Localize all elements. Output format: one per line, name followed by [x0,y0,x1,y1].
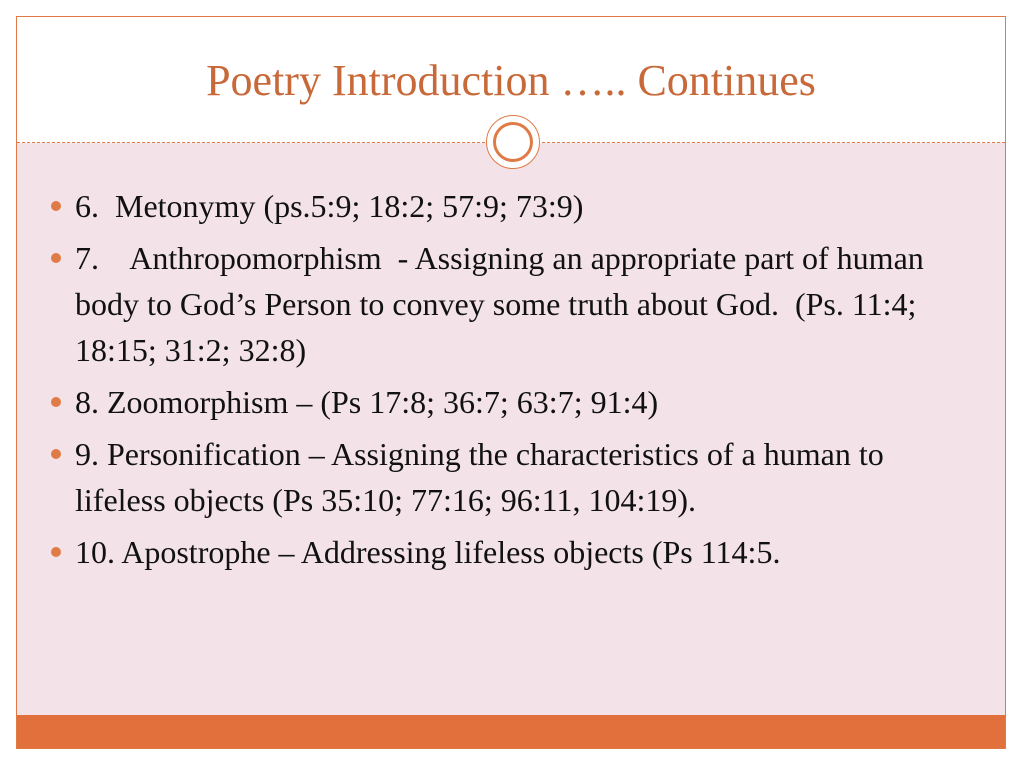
ornament-ring [493,122,533,162]
slide-title: Poetry Introduction ….. Continues [206,56,816,105]
bullet-item [51,529,981,575]
slide [16,16,1006,749]
bullet-dot-icon [51,547,61,557]
bullet-text: 8. Zoomorphism – (Ps 17:8; 36:7; 63:7; 91:4) [75,384,659,420]
bullet-list [51,183,981,581]
footer-bar [17,715,1005,749]
bullet-text: 6. Metonymy (ps.5:9; 18:2; 57:9; 73:9) [75,188,584,224]
bullet-item [51,183,981,229]
bullet-text: 10. Apostrophe – Addressing lifeless objects (Ps 114:5. [75,534,781,570]
bullet-item [51,431,981,523]
bullet-item [51,379,981,425]
bullet-item [51,235,981,373]
content-area [17,143,1005,715]
bullet-text: 7. Anthropomorphism - Assigning an appropriate part of human body to God’s Person to convey some truth about God. (Ps. 11:4; 18:15; 31:2; 32:8) [75,240,932,368]
bullet-dot-icon [51,253,61,263]
bullet-dot-icon [51,449,61,459]
bullet-dot-icon [51,397,61,407]
bullet-text: 9. Personification – Assigning the characteristics of a human to lifeless objects (Ps 35:10; 77:16; 96:11, 104:19). [75,436,892,518]
circle-ornament-icon [486,115,540,169]
bullet-dot-icon [51,201,61,211]
